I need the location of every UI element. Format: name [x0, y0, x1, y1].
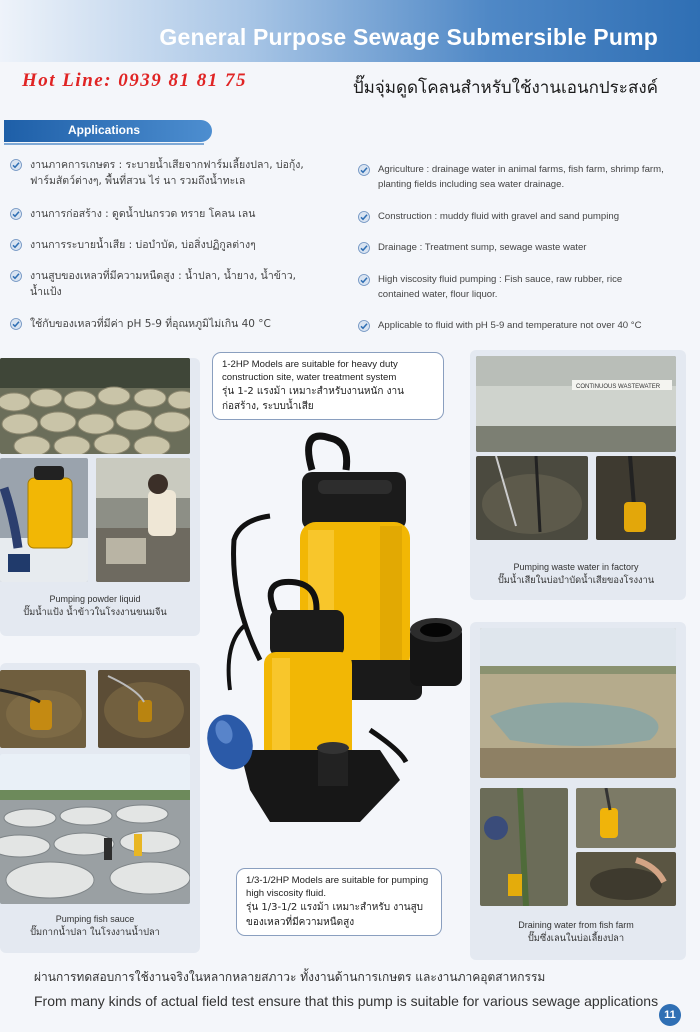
pump-illustration — [200, 430, 475, 850]
check-bullet-icon — [10, 239, 22, 251]
applications-label: Applications — [68, 123, 141, 137]
page-title: General Purpose Sewage Submersible Pump — [159, 24, 658, 50]
applications-tab — [4, 120, 212, 142]
thai-bullet-construction: งานการก่อสร้าง : ดูดน้ำปนกรวด ทราย โคลน เลน — [30, 206, 330, 222]
check-bullet-icon — [358, 242, 370, 254]
check-bullet-icon — [10, 159, 22, 171]
check-bullet-icon — [358, 211, 370, 223]
caption-powder: Pumping powder liquid ปั๊มน้ำแป้ง น้ำข้าวในโรงงานขนมจีน — [23, 594, 167, 618]
photo-fish-sauce-pump — [0, 670, 86, 748]
thai-subtitle: ปั๊มจุ่มดูดโคลนสำหรับใช้งานเอนกประสงค์ — [352, 78, 658, 98]
photo-treatment-tank — [476, 356, 676, 452]
check-bullet-icon — [358, 320, 370, 332]
thai-bullet-agriculture: งานภาคการเกษตร : ระบายน้ำเสียจากฟาร์มเลี้ยงปลา, บ่อกุ้ง, ฟาร์มสัตว์ต่างๆ, พื้นที่สวน ไร่ นา รวมถึงน้ำทะเล — [30, 157, 330, 189]
photo-pump-closeup — [596, 456, 676, 540]
photo-sacks — [0, 358, 190, 454]
footer-english-text: From many kinds of actual field test ensure that this pump is suitable for various sewage applications — [34, 993, 659, 1009]
thai-bullet-ph: ใช้กับของเหลวที่มีค่า pH 5-9 ที่อุณหภูมิไม่เกิน 40 °C — [30, 316, 340, 332]
en-bullet-viscosity: High viscosity fluid pumping : Fish sauce, raw rubber, rice contained water, flour liquor. — [378, 272, 648, 302]
tank-sign-text: CONTINUOUS WASTEWATER — [576, 384, 661, 390]
page-number: 11 — [659, 1004, 681, 1026]
en-bullet-agriculture: Agriculture : drainage water in animal farms, fish farm, shrimp farm, planting fields including sea water drainage. — [378, 162, 668, 192]
en-bullet-drainage: Drainage : Treatment sump, sewage waste water — [378, 240, 678, 255]
check-bullet-icon — [10, 270, 22, 282]
caption-factory: Pumping waste water in factory ปั๊มน้ำเสียในบ่อบำบัดน้ำเสียของโรงงาน — [497, 562, 655, 586]
caption-fish-sauce: Pumping fish sauce ปั๊มกากน้ำปลา ในโรงงานน้ำปลา — [30, 914, 160, 938]
check-bullet-icon — [358, 274, 370, 286]
photo-fish-sauce-tank — [98, 670, 190, 748]
photo-powder-pump — [0, 458, 88, 582]
hotline-text[interactable]: Hot Line: 0939 81 81 75 — [22, 70, 248, 91]
thai-bullet-viscosity: งานสูบของเหลวที่มีความหนืดสูง : น้ำปลา, น้ำยาง, น้ำข้าว, น้ำแป้ง — [30, 268, 300, 300]
photo-mud-hand — [576, 852, 676, 906]
photo-pond-worker — [480, 788, 568, 906]
callout-large-pump: 1-2HP Models are suitable for heavy duty construction site, water treatment system รุ่น 1-2 แรงม้า เหมาะสำหรับงานหนัก งานก่อสร้าง, ระบบน้ำเสีย — [212, 352, 444, 420]
check-bullet-icon — [10, 208, 22, 220]
photo-fish-sauce-factory — [0, 754, 190, 904]
photo-fish-pond — [480, 628, 676, 778]
callout-small-pump: 1/3-1/2HP Models are suitable for pumping high viscosity fluid. รุ่น 1/3-1/2 แรงม้า เหมาะสำหรับ งานสูบของเหลวที่มีความหนืดสูง — [236, 868, 442, 936]
photo-factory-worker — [96, 458, 190, 582]
check-bullet-icon — [10, 318, 22, 330]
photo-pump-in-pond — [576, 788, 676, 848]
applications-underline — [4, 143, 204, 145]
photo-sludge-pump — [476, 456, 588, 540]
thai-bullet-drainage: งานการระบายน้ำเสีย : บ่อบำบัด, บ่อสิ่งปฏิกูลต่างๆ — [30, 237, 330, 253]
en-bullet-ph: Applicable to fluid with pH 5-9 and temperature not over 40 °C — [378, 318, 688, 333]
caption-fish-farm: Draining water from fish farm ปั๊มซึ่งเลนในบ่อเลี้ยงปลา — [518, 920, 634, 944]
check-bullet-icon — [358, 164, 370, 176]
en-bullet-construction: Construction : muddy fluid with gravel and sand pumping — [378, 209, 678, 224]
footer-thai-text: ผ่านการทดสอบการใช้งานจริงในหลากหลายสภาวะ ทั้งงานด้านการเกษตร และงานภาคอุตสาหกรรม — [34, 970, 546, 984]
